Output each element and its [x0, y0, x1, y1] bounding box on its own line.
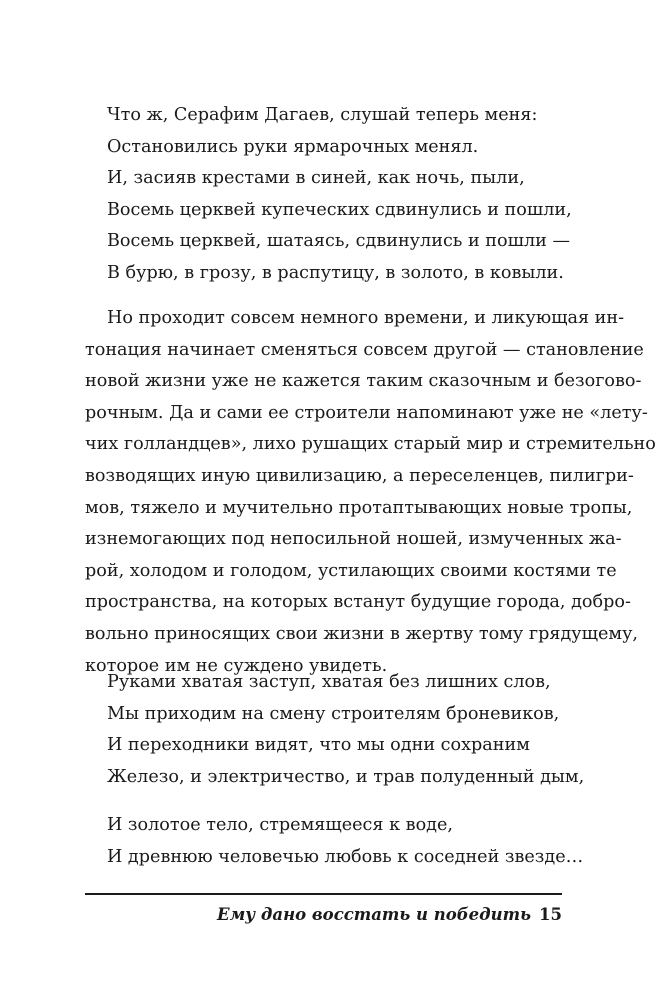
- poem-stanza: [107, 100, 577, 290]
- prose-line: пространства, на которых встанут будущие города, добро-: [85, 592, 631, 613]
- prose-line: рочным. Да и сами ее строители напоминают уже не «лету-: [85, 402, 648, 423]
- poem-stanza: [107, 810, 584, 873]
- poem-line: Руками хватая заступ, хватая без лишних слов,: [107, 672, 551, 692]
- poem-line: Что ж, Серафим Дагаев, слушай теперь меня:: [107, 105, 538, 125]
- poem-line: И переходники видят, что мы одни сохраним: [107, 735, 530, 756]
- poem-line: Восемь церквей, шатаясь, сдвинулись и пошли —: [107, 231, 571, 252]
- poem-stanza: [107, 667, 585, 793]
- poem-line: Восемь церквей купеческих сдвинулись и пошли,: [107, 199, 572, 220]
- poem-line: И древнюю человечью любовь к соседней звезде…: [107, 846, 584, 867]
- prose-line: вольно приносящих свои жизни в жертву тому грядущему,: [85, 623, 639, 644]
- running-title: Ему дано восстать и победить: [217, 905, 531, 924]
- footer-divider: [85, 893, 562, 895]
- prose-line: новой жизни уже не кажется таким сказочным и безогово-: [85, 371, 642, 392]
- prose-line: тонация начинает сменяться совсем другой — становление: [85, 339, 644, 360]
- prose-line: чих голландцев», лихо рушащих старый мир и стремительно: [85, 434, 656, 455]
- poem-line: И, засияв крестами в синей, как ночь, пыли,: [107, 168, 525, 189]
- prose-line: рой, холодом и голодом, устилающих своими костями те: [85, 560, 617, 581]
- poem-line: В бурю, в грозу, в распутицу, в золото, в ковыли.: [107, 262, 564, 283]
- poem-line: Мы приходим на смену строителям броневиков,: [107, 703, 560, 724]
- poem-line: Железо, и электричество, и трав полуденный дым,: [107, 766, 585, 787]
- page-number: 15: [539, 905, 562, 924]
- prose-line: возводящих иную цивилизацию, а переселенцев, пилигри-: [85, 465, 634, 486]
- prose-line: изнемогающих под непосильной ношей, измученных жа-: [85, 529, 622, 550]
- poem-line: И золотое тело, стремящееся к воде,: [107, 815, 454, 835]
- prose-line: которое им не суждено увидеть.: [85, 655, 388, 676]
- prose-line: мов, тяжело и мучительно протаптывающих новые тропы,: [85, 497, 633, 518]
- prose-paragraph: [85, 303, 656, 682]
- prose-line: Но проходит совсем немного времени, и ликующая ин-: [107, 308, 625, 328]
- poem-line: Остановились руки ярмарочных менял.: [107, 136, 479, 157]
